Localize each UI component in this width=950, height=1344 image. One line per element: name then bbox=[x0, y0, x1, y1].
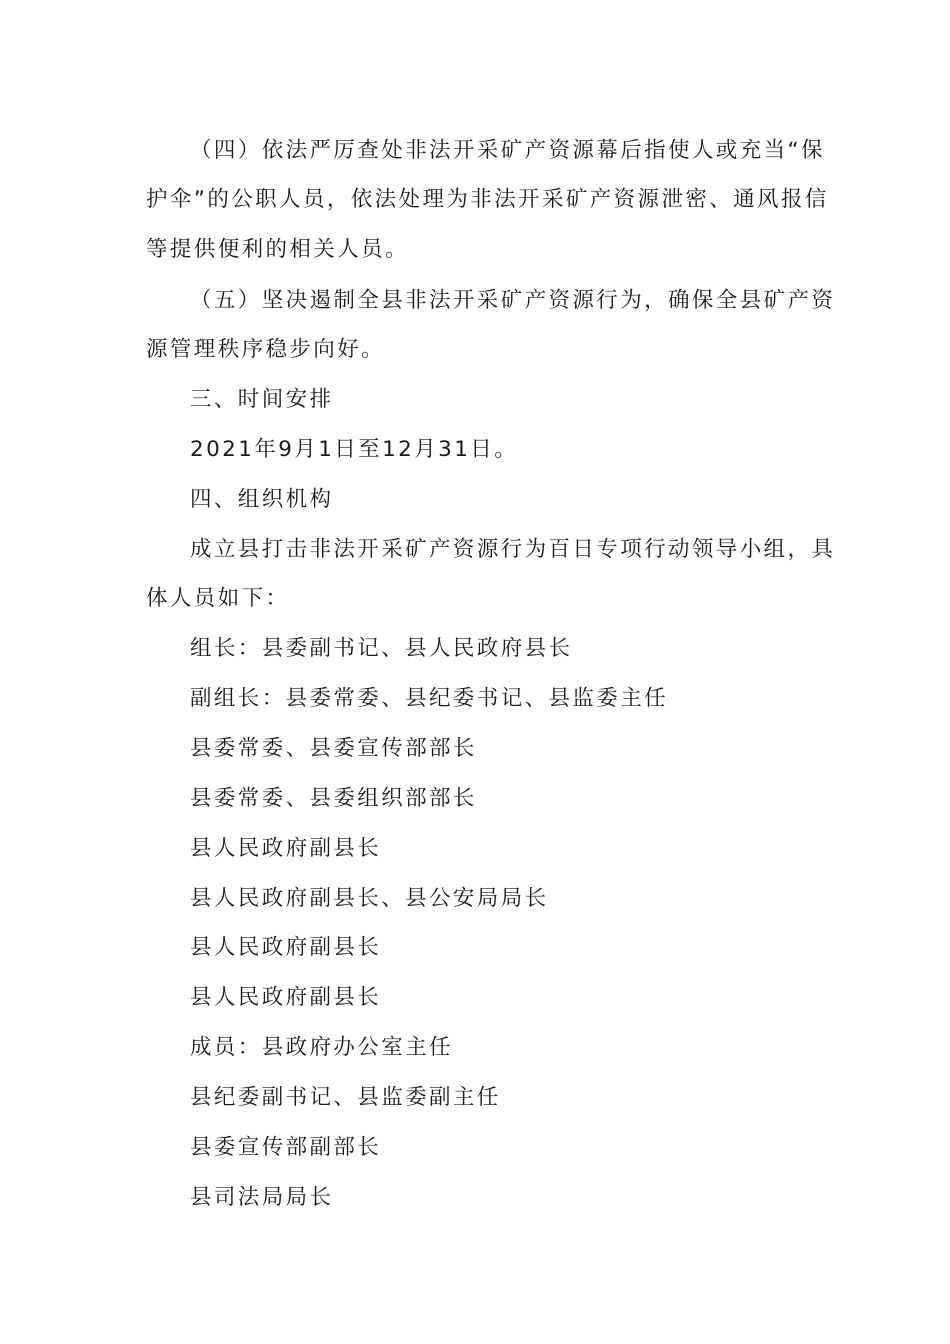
paragraph-5-line-1: （五）坚决遏制全县非法开采矿产资源行为，确保全县矿产资 bbox=[190, 288, 836, 313]
roster-deputy-leader: 副组长：县委常委、县纪委书记、县监委主任 bbox=[190, 686, 669, 711]
schedule-date-range: 2021年9月1日至12月31日。 bbox=[190, 437, 519, 462]
paragraph-4-line-2: 护伞”的公职人员，依法处理为非法开采矿产资源泄密、通风报信 bbox=[146, 187, 829, 212]
organization-intro-line-2: 体人员如下： bbox=[146, 586, 290, 611]
roster-vice-county-head-3: 县人民政府副县长 bbox=[190, 985, 382, 1010]
roster-deputy-propaganda: 县委常委、县委宣传部部长 bbox=[190, 736, 477, 761]
section-heading-schedule: 三、时间安排 bbox=[190, 387, 334, 412]
roster-vice-county-head-police: 县人民政府副县长、县公安局局长 bbox=[190, 886, 549, 911]
roster-member-discipline: 县纪委副书记、县监委副主任 bbox=[190, 1085, 501, 1110]
organization-intro-line-1: 成立县打击非法开采矿产资源行为百日专项行动领导小组，具 bbox=[190, 537, 836, 562]
roster-vice-county-head-1: 县人民政府副县长 bbox=[190, 836, 382, 861]
paragraph-4-line-1: （四）依法严厉查处非法开采矿产资源幕后指使人或充当“保 bbox=[190, 138, 825, 163]
roster-vice-county-head-2: 县人民政府副县长 bbox=[190, 935, 382, 960]
roster-deputy-organization: 县委常委、县委组织部部长 bbox=[190, 786, 477, 811]
roster-member-propaganda: 县委宣传部副部长 bbox=[190, 1135, 382, 1160]
paragraph-4-line-3: 等提供便利的相关人员。 bbox=[146, 237, 409, 262]
roster-group-leader: 组长：县委副书记、县人民政府县长 bbox=[190, 636, 573, 661]
paragraph-5-line-2: 源管理秩序稳步向好。 bbox=[146, 337, 386, 362]
roster-member-office-director: 成员：县政府办公室主任 bbox=[190, 1035, 453, 1060]
section-heading-organization: 四、组织机构 bbox=[190, 487, 334, 512]
roster-member-justice: 县司法局局长 bbox=[190, 1185, 334, 1210]
